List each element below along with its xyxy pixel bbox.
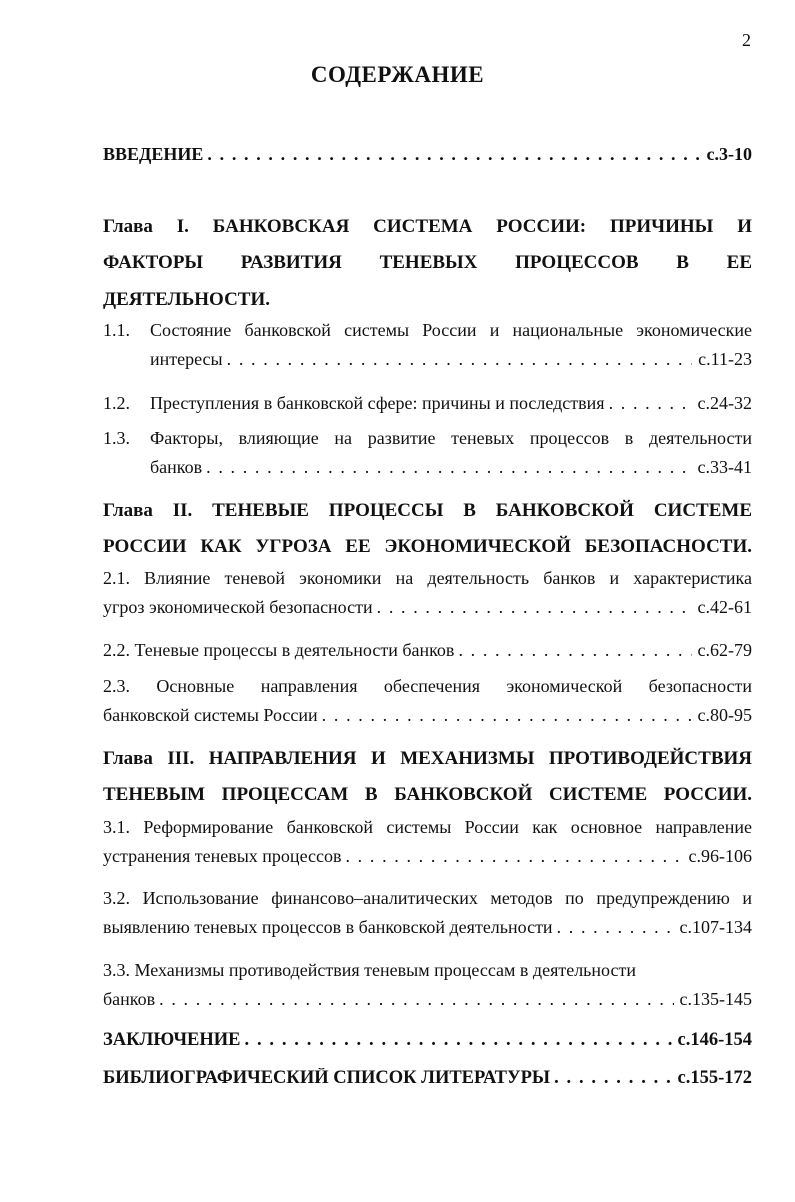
page-title: СОДЕРЖАНИЕ [310,62,485,87]
item-title: 2.1. Влияние теневой экономики на деятельность банков и характеристика [103,568,752,588]
dot-leader [245,1030,672,1051]
item-title: 3.3. Механизмы противодействия теневым процессам в деятельности [103,960,636,980]
toc-entry-3-2[interactable] [103,888,752,938]
chapter-1-heading-end: ДЕЯТЕЛЬНОСТИ. [103,289,270,310]
toc-pages: с.135-145 [679,989,752,1009]
item-title-cont: банковской системы России [103,705,318,725]
toc-entry-3-3[interactable] [103,960,752,1010]
toc-pages: с.107-134 [679,917,752,937]
item-title: 2.2. Теневые процессы в деятельности банков [103,640,455,660]
chapter-2-heading[interactable]: Глава II. ТЕНЕВЫЕ ПРОЦЕССЫ В БАНКОВСКОЙ СИСТЕМЕ [103,500,752,521]
item-title: Состояние банковской системы России и национальные экономические [150,320,752,340]
toc-entry-2-3[interactable] [103,676,752,726]
item-number: 1.1. [103,320,130,340]
dot-leader [377,597,692,618]
item-number: 1.3. [103,428,130,448]
toc-pages: с.62-79 [697,640,752,660]
toc-pages: с.3-10 [706,144,752,164]
dot-leader [609,393,692,414]
toc-entry-1-1[interactable] [103,320,752,370]
toc-pages: с.155-172 [677,1068,752,1088]
item-title-cont: интересы [150,349,223,369]
dot-leader [554,1068,671,1089]
item-title-cont: банков [103,989,156,1009]
chapter-3-heading-cont: ТЕНЕВЫМ ПРОЦЕССАМ В БАНКОВСКОЙ СИСТЕМЕ РОССИИ. [103,784,752,805]
dot-leader [557,917,674,938]
item-title: 3.2. Использование финансово–аналитических методов по предупреждению и [103,888,752,908]
toc-pages: с.96-106 [688,846,752,866]
toc-label: БИБЛИОГРАФИЧЕСКИЙ СПИСОК ЛИТЕРАТУРЫ [103,1068,551,1088]
toc-pages: с.11-23 [698,349,752,369]
item-title: Преступления в банковской сфере: причины и последствия [150,393,605,413]
toc-entry-2-1[interactable] [103,568,752,618]
toc-label: ВВЕДЕНИЕ [103,144,204,164]
toc-pages: с.146-154 [677,1030,752,1050]
toc-pages: с.33-41 [697,457,752,477]
toc-entry-1-3[interactable] [103,428,752,478]
toc-pages: с.42-61 [697,597,752,617]
item-title-cont: банков [150,457,203,477]
toc-entry-3-1[interactable] [103,817,752,867]
chapter-1-heading-cont: ФАКТОРЫ РАЗВИТИЯ ТЕНЕВЫХ ПРОЦЕССОВ В ЕЕ [103,252,752,273]
dot-leader [458,640,691,661]
toc-label: ЗАКЛЮЧЕНИЕ [103,1030,241,1050]
toc-entry-1-2[interactable] [103,393,752,414]
dot-leader [206,457,691,478]
chapter-1-heading[interactable]: Глава I. БАНКОВСКАЯ СИСТЕМА РОССИИ: ПРИЧИНЫ И [103,216,752,237]
toc-pages: с.80-95 [697,705,752,725]
item-title-cont: устранения теневых процессов [103,846,342,866]
toc-pages: с.24-32 [697,393,752,413]
toc-entry-bibliography[interactable] [103,1068,752,1089]
item-title: 2.3. Основные направления обеспечения экономической безопасности [103,676,752,696]
dot-leader [159,989,673,1010]
item-title-cont: угроз экономической безопасности [103,597,373,617]
page-number: 2 [742,30,751,50]
dot-leader [207,144,700,165]
item-title-cont: выявлению теневых процессов в банковской деятельности [103,917,553,937]
dot-leader [322,705,692,726]
item-title: 3.1. Реформирование банковской системы России как основное направление [103,817,752,837]
toc-entry-intro[interactable] [103,144,752,165]
item-number: 1.2. [103,393,130,413]
dot-leader [227,349,693,370]
chapter-3-heading[interactable]: Глава III. НАПРАВЛЕНИЯ И МЕХАНИЗМЫ ПРОТИВОДЕЙСТВИЯ [103,748,752,769]
toc-entry-conclusion[interactable] [103,1030,752,1051]
item-title: Факторы, влияющие на развитие теневых процессов в деятельности [150,428,752,448]
chapter-2-heading-cont: РОССИИ КАК УГРОЗА ЕЕ ЭКОНОМИЧЕСКОЙ БЕЗОПАСНОСТИ. [103,536,752,557]
toc-entry-2-2[interactable] [103,640,752,661]
dot-leader [345,846,682,867]
